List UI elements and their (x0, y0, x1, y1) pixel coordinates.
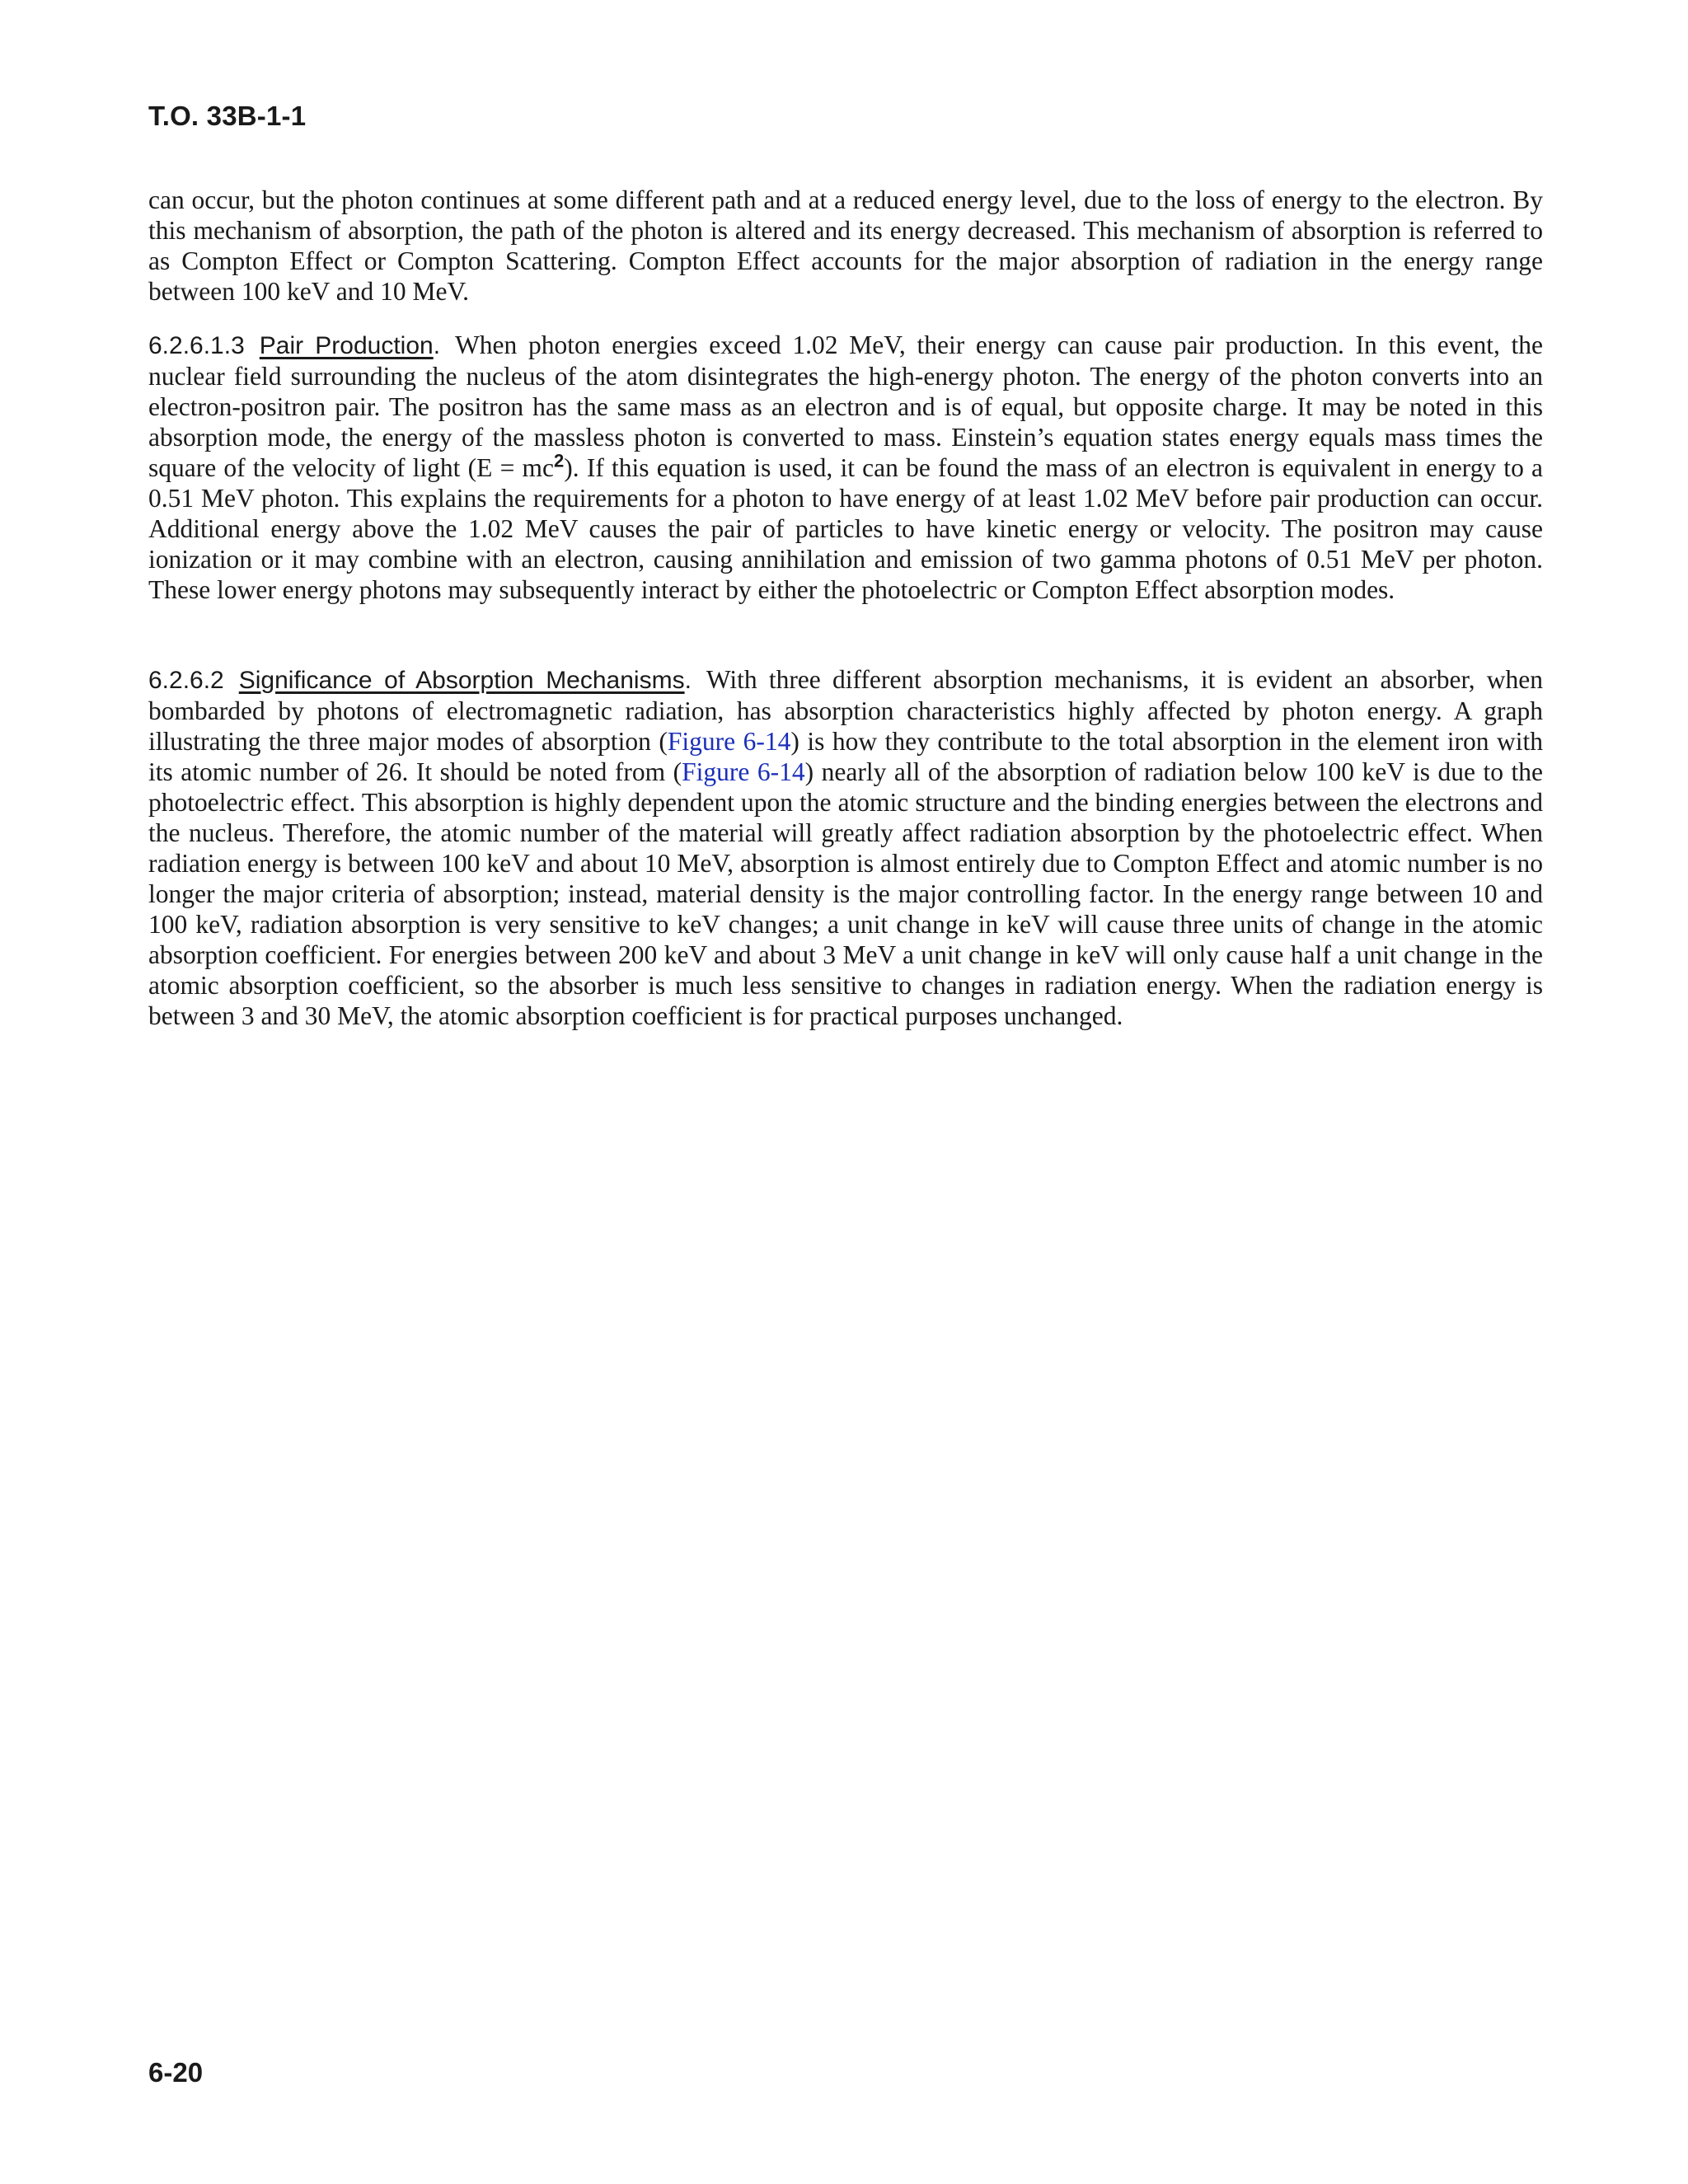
paragraph-text: ) is how they contribute to the total absorption in the element iron with its atomic number of 26. It should be noted from ( (148, 727, 1544, 786)
document-id-header: T.O. 33B-1-1 (148, 101, 307, 131)
paragraph-compton-continued (148, 185, 1543, 307)
section-title: Significance of Absorption Mechanisms (238, 667, 685, 694)
paragraph-text: can occur, but the photon continues at some different path and at a reduced energy level, due to the loss of energy to the electron. By this mechanism of absorption, the path of the photon is altered and its energy decreased. This mechanism of absorption is referred to as Compton Effect or Compton Scattering. Compton Effect accounts for the major absorption of radiation in the energy range between 100 keV and 10 MeV. (148, 185, 1543, 306)
paragraph-text: When photon energies exceed 1.02 MeV, their energy can cause pair production. In this event, the nuclear field surrounding the nucleus of the atom disintegrates the high-energy photon. The energy of the photon converts into an electron-positron pair. The positron has the same mass as an electron and is of equal, but opposite charge. It may be noted in this absorption mode, the energy of the massless photon is converted to mass. Einstein’s equation states energy equals mass times the square of the velocity of light (E = mc (148, 330, 1544, 482)
paragraph-absorption-significance (148, 664, 1543, 1031)
figure-link[interactable]: Figure 6-14 (682, 757, 805, 786)
section-number: 6.2.6.1.3 (148, 332, 245, 359)
section-title-period: . (433, 332, 441, 359)
paragraph-pair-production (148, 330, 1543, 605)
section-number: 6.2.6.2 (148, 667, 224, 694)
paragraph-text: ). If this equation is used, it can be found the mass of an electron is equivalent in energy to a 0.51 MeV photon. This explains the requirements for a photon to have energy of at least 1.02 MeV before pair production can occur. Additional energy above the 1.02 MeV causes the pair of particles to have kinetic energy or velocity. The positron may cause ionization or it may combine with an electron, causing annihilation and emission of two gamma photons of 0.51 MeV per photon. These lower energy photons may subsequently interact by either the photoelectric or Compton Effect absorption modes. (148, 453, 1544, 604)
superscript-exponent: 2 (554, 450, 565, 471)
section-title: Pair Production (259, 332, 434, 359)
section-title-period: . (684, 667, 692, 694)
paragraph-text: With three different absorption mechanisms, it is evident an absorber, when bombarded by photons of electromagnetic radiation, has absorption characteristics highly affected by photon energy. A graph illustrating the three major modes of absorption ( (148, 665, 1543, 756)
figure-link[interactable]: Figure 6-14 (667, 727, 791, 756)
page-number: 6-20 (148, 2057, 204, 2088)
paragraph-text: ) nearly all of the absorption of radiation below 100 keV is due to the photoelectric effect. This absorption is highly dependent upon the atomic structure and the binding energies between the electrons and the nucleus. Therefore, the atomic number of the material will greatly affect radiation absorption by the photoelectric effect. When radiation energy is between 100 keV and about 10 MeV, absorption is almost entirely due to Compton Effect and atomic number is no longer the major criteria of absorption; instead, material density is the major controlling factor. In the energy range between 10 and 100 keV, radiation absorption is very sensitive to keV changes; a unit change in keV will cause three units of change in the atomic absorption coefficient. For energies between 200 keV and about 3 MeV a unit change in keV will only cause half a unit change in the atomic absorption coefficient, so the absorber is much less sensitive to changes in radiation energy. When the radiation energy is between 3 and 30 MeV, the atomic absorption coefficient is for practical purposes unchanged. (148, 757, 1543, 1030)
